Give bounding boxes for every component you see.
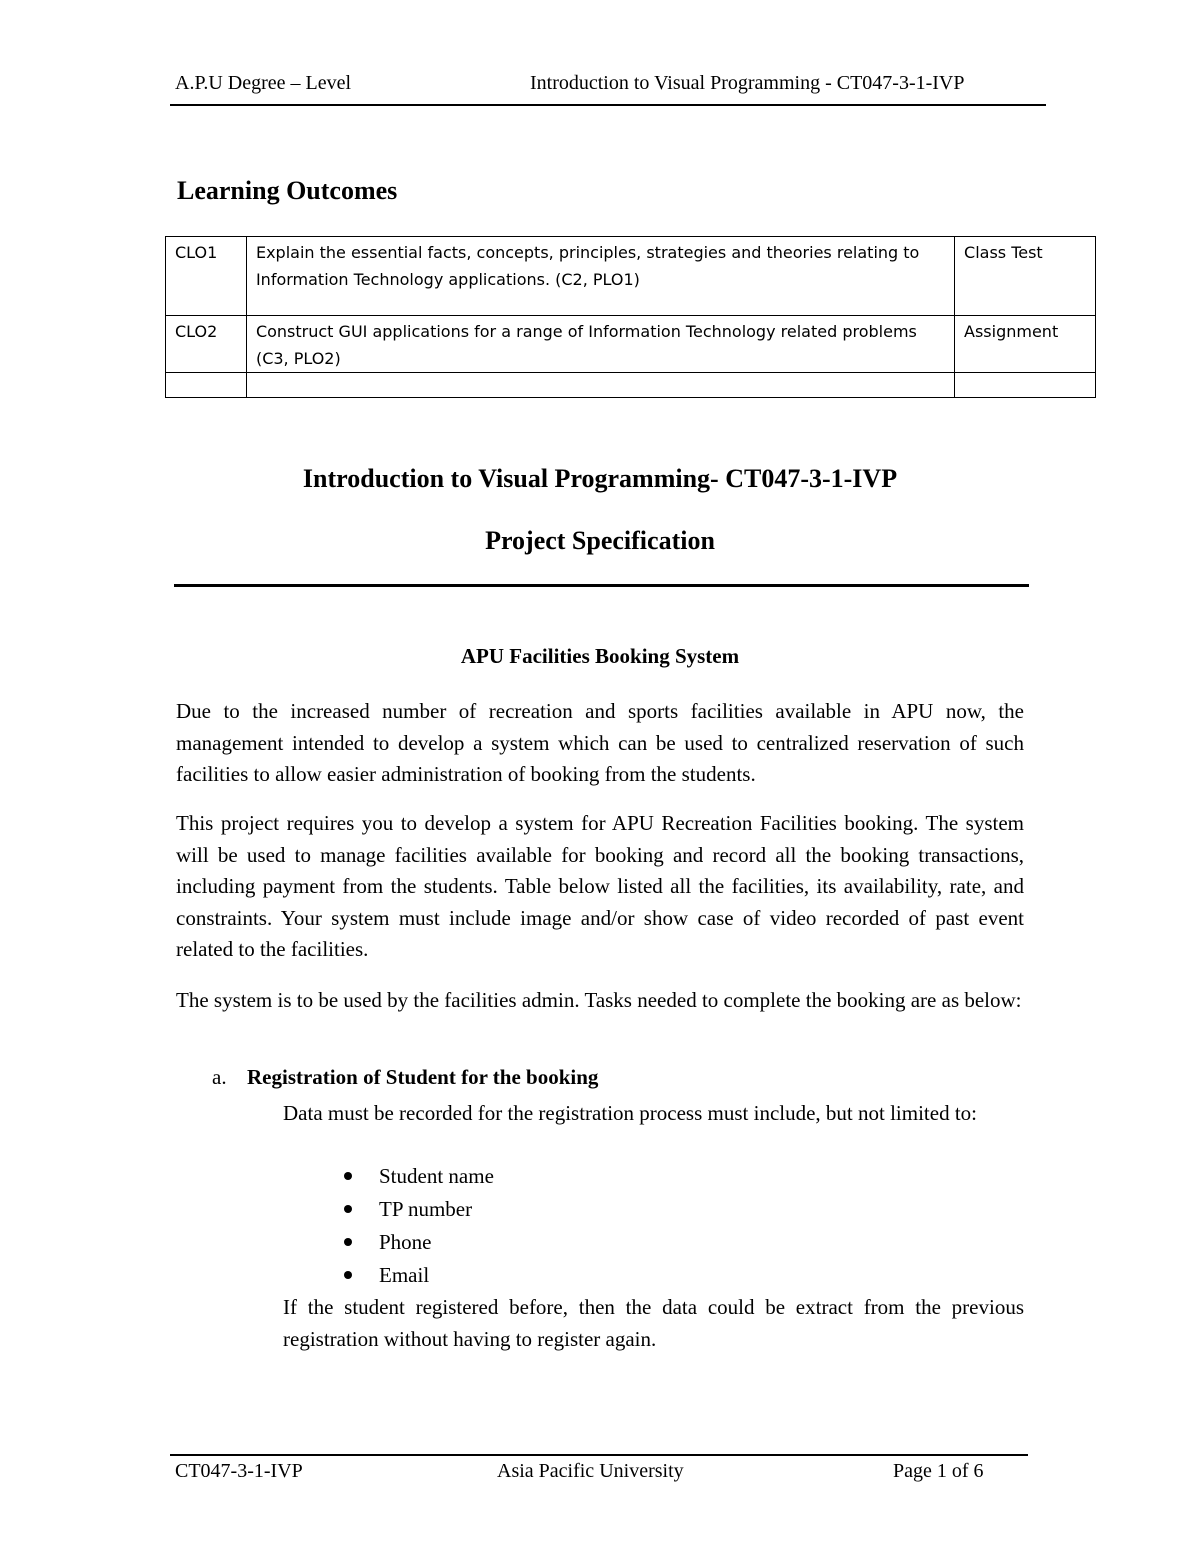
task-a-intro: Data must be recorded for the registration process must include, but not limited to: — [283, 1101, 977, 1125]
learning-outcomes-table — [165, 236, 1096, 398]
paragraph-requirements: This project requires you to develop a system for APU Recreation Facilities booking. The system will be used to manage facilities available for booking and record all the booking transactions, including payment from the students. Table below listed all the facilities, its availability, rate, and constraints. Your system must include image and/or show case of video recorded of past event related to the facilities. — [176, 811, 1024, 961]
footer-university: Asia Pacific University — [497, 1460, 684, 1482]
title-divider — [174, 584, 1029, 587]
field-label: Phone — [379, 1230, 432, 1254]
task-a-marker: a. — [212, 1065, 227, 1089]
task-a-heading — [212, 1065, 598, 1090]
header-module-title: Introduction to Visual Programming - CT047-3-1-IVP — [530, 72, 965, 94]
field-label: TP number — [379, 1197, 473, 1221]
list-item — [340, 1226, 494, 1259]
clo-description: Construct GUI applications for a range of Information Technology related problems (C3, PLO2) — [246, 316, 954, 373]
document-title: Introduction to Visual Programming- CT047-3-1-IVP — [302, 464, 898, 493]
clo-description — [246, 373, 954, 398]
list-item — [340, 1193, 494, 1226]
paragraph-intro: Due to the increased number of recreation and sports facilities available in APU now, the management intended to develop a system which can be used to centralized reservation of such facilities to allow easier administration of booking from the students. — [176, 699, 1024, 786]
table-row — [166, 237, 1096, 316]
clo-assessment — [955, 373, 1096, 398]
clo-description: Explain the essential facts, concepts, principles, strategies and theories relating to Information Technology applications. (C2, PLO1) — [246, 237, 954, 316]
task-a-title: Registration of Student for the booking — [247, 1065, 599, 1089]
bullet-icon — [344, 1205, 352, 1213]
list-item — [340, 1259, 494, 1292]
clo-code: CLO2 — [166, 316, 247, 373]
clo-assessment: Class Test — [955, 237, 1096, 316]
bullet-icon — [344, 1271, 352, 1279]
field-label: Email — [379, 1263, 430, 1287]
clo-code: CLO1 — [166, 237, 247, 316]
header-divider — [170, 104, 1046, 106]
registration-fields-list — [340, 1160, 494, 1292]
footer-module-code: CT047-3-1-IVP — [175, 1460, 303, 1482]
table-row — [166, 316, 1096, 373]
table-row — [166, 373, 1096, 398]
footer-page-number: Page 1 of 6 — [893, 1460, 984, 1482]
bullet-icon — [344, 1238, 352, 1246]
footer-divider — [170, 1454, 1028, 1456]
list-item — [340, 1160, 494, 1193]
field-label: Student name — [379, 1164, 494, 1188]
learning-outcomes-heading: Learning Outcomes — [177, 176, 398, 205]
clo-assessment: Assignment — [955, 316, 1096, 373]
paragraph-tasks: The system is to be used by the facilities admin. Tasks needed to complete the booking are as below: — [176, 988, 1022, 1012]
clo-code — [166, 373, 247, 398]
section-title: APU Facilities Booking System — [460, 644, 740, 668]
task-a-note: If the student registered before, then the data could be extract from the previous registration without having to register again. — [283, 1295, 1024, 1351]
header-degree-level: A.P.U Degree – Level — [175, 72, 352, 94]
bullet-icon — [344, 1172, 352, 1180]
document-subtitle: Project Specification — [485, 526, 715, 555]
